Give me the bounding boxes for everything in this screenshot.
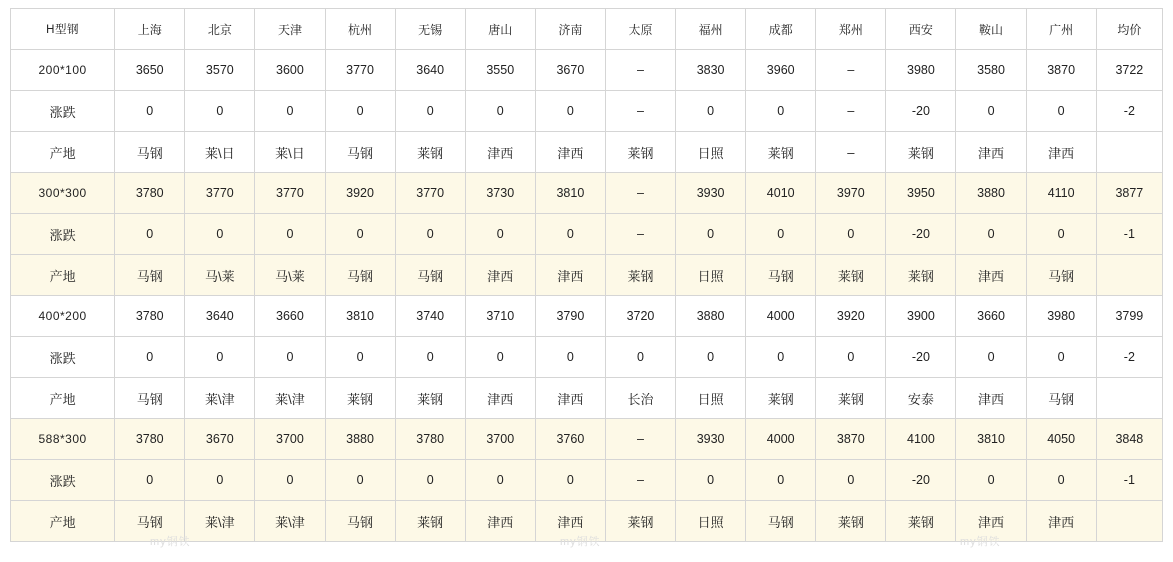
cell-value: 莱钢 (605, 501, 675, 542)
cell-value: 3930 (676, 419, 746, 460)
cell-value: 3810 (535, 173, 605, 214)
row-label: 400*200 (11, 296, 115, 337)
row-label: 产地 (11, 378, 115, 419)
cell-value: 3700 (465, 419, 535, 460)
cell-value: 莱钢 (746, 132, 816, 173)
cell-value: 3650 (115, 50, 185, 91)
cell-value: 马钢 (115, 255, 185, 296)
cell-value: 津西 (956, 501, 1026, 542)
cell-value: 4100 (886, 419, 956, 460)
cell-value: 0 (325, 91, 395, 132)
cell-value: 3770 (325, 50, 395, 91)
cell-value: 0 (1026, 337, 1096, 378)
row-label: 300*300 (11, 173, 115, 214)
cell-value: 3770 (395, 173, 465, 214)
cell-value: 0 (676, 214, 746, 255)
cell-value: 0 (1026, 460, 1096, 501)
cell-value: 3920 (816, 296, 886, 337)
cell-value: 3640 (185, 296, 255, 337)
cell-value: 0 (325, 460, 395, 501)
cell-value: 马钢 (1026, 255, 1096, 296)
cell-value: 马钢 (1026, 378, 1096, 419)
cell-value: 3960 (746, 50, 816, 91)
cell-value: 0 (115, 337, 185, 378)
cell-value: – (816, 50, 886, 91)
table-row (11, 173, 1163, 214)
cell-value: 马钢 (746, 501, 816, 542)
cell-value: 莱钢 (816, 501, 886, 542)
cell-average: -2 (1096, 337, 1162, 378)
cell-value: 3770 (185, 173, 255, 214)
cell-value: 0 (535, 337, 605, 378)
cell-value: 津西 (535, 132, 605, 173)
cell-average: 3877 (1096, 173, 1162, 214)
cell-value: – (605, 419, 675, 460)
row-label: 产地 (11, 255, 115, 296)
cell-value: 4010 (746, 173, 816, 214)
cell-value: 莱\津 (185, 378, 255, 419)
cell-value: 津西 (956, 255, 1026, 296)
cell-value: 马钢 (325, 255, 395, 296)
cell-value: 0 (465, 337, 535, 378)
cell-value: 3740 (395, 296, 465, 337)
cell-value: 莱钢 (605, 132, 675, 173)
cell-average (1096, 378, 1162, 419)
cell-value: 长治 (605, 378, 675, 419)
cell-value: 马钢 (115, 501, 185, 542)
cell-value: 3670 (535, 50, 605, 91)
watermark: my钢铁 (150, 536, 191, 548)
cell-value: 津西 (535, 501, 605, 542)
cell-value: 津西 (956, 378, 1026, 419)
cell-value: 3770 (255, 173, 325, 214)
header-cell-city: 无锡 (395, 9, 465, 50)
cell-value: 0 (816, 337, 886, 378)
cell-value: 0 (395, 214, 465, 255)
cell-value: 莱\津 (185, 501, 255, 542)
table-header-row (11, 9, 1163, 50)
cell-average: -1 (1096, 214, 1162, 255)
cell-value: 0 (115, 460, 185, 501)
cell-value: 3550 (465, 50, 535, 91)
cell-average (1096, 255, 1162, 296)
cell-value: 3780 (115, 173, 185, 214)
cell-value: 0 (535, 460, 605, 501)
cell-value: 0 (746, 214, 816, 255)
cell-value: 马\莱 (255, 255, 325, 296)
header-cell-city: 唐山 (465, 9, 535, 50)
row-label: 涨跌 (11, 91, 115, 132)
cell-value: -20 (886, 460, 956, 501)
cell-value: 3980 (886, 50, 956, 91)
cell-value: 3930 (676, 173, 746, 214)
cell-value: 0 (676, 337, 746, 378)
cell-value: 马\莱 (185, 255, 255, 296)
cell-value: 莱钢 (816, 378, 886, 419)
cell-value: – (605, 214, 675, 255)
cell-value: 莱钢 (886, 501, 956, 542)
cell-value: 莱钢 (816, 255, 886, 296)
cell-value: 马钢 (325, 132, 395, 173)
cell-value: 0 (816, 214, 886, 255)
cell-value: 3810 (956, 419, 1026, 460)
table-row (11, 91, 1163, 132)
cell-value: 0 (676, 460, 746, 501)
row-label: 涨跌 (11, 214, 115, 255)
cell-value: 莱钢 (395, 501, 465, 542)
cell-value: 0 (325, 337, 395, 378)
header-cell-city: 广州 (1026, 9, 1096, 50)
cell-value: 莱钢 (746, 378, 816, 419)
header-cell-city: 郑州 (816, 9, 886, 50)
cell-value: 3870 (1026, 50, 1096, 91)
cell-value: 日照 (676, 132, 746, 173)
cell-value: 3670 (185, 419, 255, 460)
cell-value: 0 (1026, 214, 1096, 255)
cell-value: 4000 (746, 419, 816, 460)
cell-value: 0 (605, 337, 675, 378)
cell-value: 3950 (886, 173, 956, 214)
cell-value: 津西 (535, 378, 605, 419)
cell-value: 0 (676, 91, 746, 132)
header-cell-average: 均价 (1096, 9, 1162, 50)
cell-value: 安泰 (886, 378, 956, 419)
cell-value: 0 (185, 91, 255, 132)
cell-value: 0 (185, 460, 255, 501)
cell-value: 0 (115, 91, 185, 132)
table-row (11, 296, 1163, 337)
cell-value: 莱钢 (886, 132, 956, 173)
cell-value: 马钢 (115, 378, 185, 419)
cell-value: 3780 (115, 296, 185, 337)
cell-value: 3720 (605, 296, 675, 337)
cell-value: 津西 (1026, 132, 1096, 173)
cell-value: 津西 (465, 255, 535, 296)
cell-value: 莱钢 (325, 378, 395, 419)
table-row (11, 255, 1163, 296)
cell-value: 3640 (395, 50, 465, 91)
hbeam-price-table (10, 8, 1163, 542)
table-row (11, 132, 1163, 173)
cell-value: 0 (746, 91, 816, 132)
cell-value: 莱\津 (255, 501, 325, 542)
cell-average: -1 (1096, 460, 1162, 501)
cell-value: 4110 (1026, 173, 1096, 214)
cell-value: 0 (395, 460, 465, 501)
watermark: my钢铁 (560, 536, 601, 548)
cell-value: 0 (465, 214, 535, 255)
cell-value: 3880 (956, 173, 1026, 214)
table-row (11, 460, 1163, 501)
cell-value: 莱\日 (185, 132, 255, 173)
cell-value: 0 (746, 337, 816, 378)
cell-value: 3790 (535, 296, 605, 337)
cell-value: 马钢 (115, 132, 185, 173)
cell-value: 0 (535, 214, 605, 255)
cell-value: 日照 (676, 501, 746, 542)
cell-value: 日照 (676, 378, 746, 419)
cell-value: 津西 (465, 132, 535, 173)
cell-value: 0 (115, 214, 185, 255)
cell-value: 3880 (325, 419, 395, 460)
table-row (11, 214, 1163, 255)
cell-value: 3830 (676, 50, 746, 91)
row-label: 产地 (11, 132, 115, 173)
row-label: 产地 (11, 501, 115, 542)
cell-value: 津西 (1026, 501, 1096, 542)
cell-value: 0 (255, 460, 325, 501)
cell-value: – (605, 460, 675, 501)
table-row (11, 50, 1163, 91)
cell-value: 津西 (465, 501, 535, 542)
cell-value: 3600 (255, 50, 325, 91)
cell-value: 0 (395, 337, 465, 378)
cell-value: – (816, 91, 886, 132)
cell-value: 莱钢 (605, 255, 675, 296)
cell-value: 0 (255, 214, 325, 255)
watermark: my钢铁 (960, 536, 1001, 548)
cell-value: 莱钢 (395, 132, 465, 173)
table-body (11, 50, 1163, 542)
cell-value: 马钢 (746, 255, 816, 296)
cell-value: – (605, 173, 675, 214)
cell-average: 3848 (1096, 419, 1162, 460)
header-cell-city: 杭州 (325, 9, 395, 50)
row-label: 200*100 (11, 50, 115, 91)
cell-value: 0 (956, 460, 1026, 501)
cell-value: 3760 (535, 419, 605, 460)
cell-value: 4050 (1026, 419, 1096, 460)
cell-value: 3970 (816, 173, 886, 214)
row-label: 涨跌 (11, 337, 115, 378)
cell-average (1096, 501, 1162, 542)
cell-value: 3880 (676, 296, 746, 337)
cell-value: 0 (956, 214, 1026, 255)
cell-value: 0 (465, 460, 535, 501)
header-cell-product-type: H型钢 (11, 9, 115, 50)
cell-value: 3700 (255, 419, 325, 460)
cell-value: 0 (465, 91, 535, 132)
cell-value: 3780 (395, 419, 465, 460)
cell-value: 3920 (325, 173, 395, 214)
table-row (11, 378, 1163, 419)
cell-value: 3570 (185, 50, 255, 91)
row-label: 涨跌 (11, 460, 115, 501)
cell-value: 马钢 (325, 501, 395, 542)
row-label: 588*300 (11, 419, 115, 460)
cell-value: 0 (325, 214, 395, 255)
header-cell-city: 成都 (746, 9, 816, 50)
cell-value: 0 (255, 91, 325, 132)
header-cell-city: 北京 (185, 9, 255, 50)
cell-value: 0 (395, 91, 465, 132)
cell-value: 0 (956, 337, 1026, 378)
cell-value: 0 (956, 91, 1026, 132)
cell-value: 津西 (535, 255, 605, 296)
cell-value: 3980 (1026, 296, 1096, 337)
header-cell-city: 天津 (255, 9, 325, 50)
cell-value: 0 (255, 337, 325, 378)
cell-value: – (605, 91, 675, 132)
cell-value: -20 (886, 214, 956, 255)
cell-value: 0 (185, 214, 255, 255)
cell-value: 3900 (886, 296, 956, 337)
cell-value: 0 (816, 460, 886, 501)
cell-value: 3870 (816, 419, 886, 460)
cell-value: 3660 (956, 296, 1026, 337)
cell-value: 津西 (465, 378, 535, 419)
header-cell-city: 济南 (535, 9, 605, 50)
cell-value: 莱钢 (395, 378, 465, 419)
table-row (11, 337, 1163, 378)
cell-value: 0 (1026, 91, 1096, 132)
table-header (11, 9, 1163, 50)
cell-average: 3799 (1096, 296, 1162, 337)
cell-value: 3810 (325, 296, 395, 337)
cell-average: -2 (1096, 91, 1162, 132)
cell-average (1096, 132, 1162, 173)
cell-value: 0 (535, 91, 605, 132)
cell-value: 3660 (255, 296, 325, 337)
cell-value: 3710 (465, 296, 535, 337)
cell-value: – (605, 50, 675, 91)
cell-value: -20 (886, 91, 956, 132)
cell-value: 马钢 (395, 255, 465, 296)
header-cell-city: 福州 (676, 9, 746, 50)
cell-value: 3580 (956, 50, 1026, 91)
cell-value: 日照 (676, 255, 746, 296)
cell-value: 0 (746, 460, 816, 501)
cell-value: 津西 (956, 132, 1026, 173)
cell-value: -20 (886, 337, 956, 378)
cell-value: 莱\日 (255, 132, 325, 173)
cell-value: 3780 (115, 419, 185, 460)
cell-value: 莱\津 (255, 378, 325, 419)
table-row (11, 419, 1163, 460)
header-cell-city: 上海 (115, 9, 185, 50)
cell-value: 3730 (465, 173, 535, 214)
cell-value: 0 (185, 337, 255, 378)
cell-value: 4000 (746, 296, 816, 337)
cell-value: 莱钢 (886, 255, 956, 296)
cell-value: – (816, 132, 886, 173)
header-cell-city: 鞍山 (956, 9, 1026, 50)
header-cell-city: 西安 (886, 9, 956, 50)
header-cell-city: 太原 (605, 9, 675, 50)
cell-average: 3722 (1096, 50, 1162, 91)
